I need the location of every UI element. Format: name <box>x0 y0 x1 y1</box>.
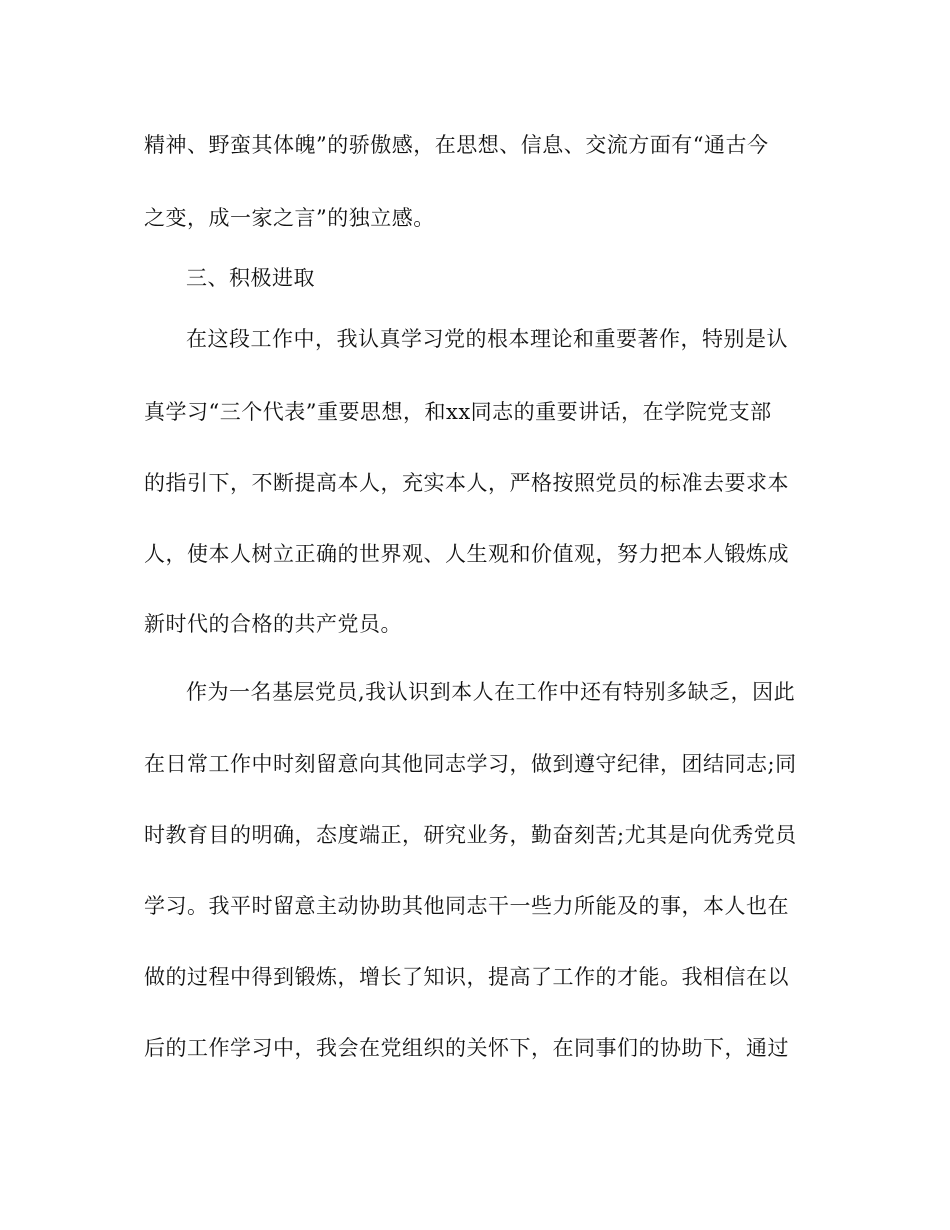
paragraph-line-10: 时教育目的明确，态度端正，研究业务，勤奋刻苦;尤其是向优秀党员 <box>144 823 797 847</box>
paragraph-line-12: 做的过程中得到锻炼，增长了知识，提高了工作的才能。我相信在以 <box>144 965 789 989</box>
paragraph-line-6: 人，使本人树立正确的世界观、人生观和价值观，努力把本人锻炼成 <box>144 542 789 566</box>
paragraph-line-2: 之变，成一家之言”的独立感。 <box>144 206 435 230</box>
paragraph-line-7: 新时代的合格的共产党员。 <box>144 612 402 636</box>
paragraph-line-5: 的指引下，不断提高本人，充实本人，严格按照党员的标准去要求本 <box>144 471 789 495</box>
paragraph-line-4: 真学习“三个代表”重要思想，和xx同志的重要讲话，在学院党支部 <box>144 400 772 424</box>
section-heading: 三、积极进取 <box>186 266 315 290</box>
paragraph-line-13: 后的工作学习中，我会在党组织的关怀下，在同事们的协助下，通过 <box>144 1036 789 1060</box>
paragraph-line-8: 作为一名基层党员,我认识到本人在工作中还有特别多缺乏，因此 <box>186 680 796 704</box>
paragraph-line-3: 在这段工作中，我认真学习党的根本理论和重要著作，特别是认 <box>186 327 788 351</box>
paragraph-line-1: 精神、野蛮其体魄”的骄傲感，在思想、信息、交流方面有“通古今 <box>144 133 769 157</box>
paragraph-line-9: 在日常工作中时刻留意向其他同志学习，做到遵守纪律，团结同志;同 <box>144 752 797 776</box>
paragraph-line-11: 学习。我平时留意主动协助其他同志干一些力所能及的事，本人也在 <box>144 894 789 918</box>
